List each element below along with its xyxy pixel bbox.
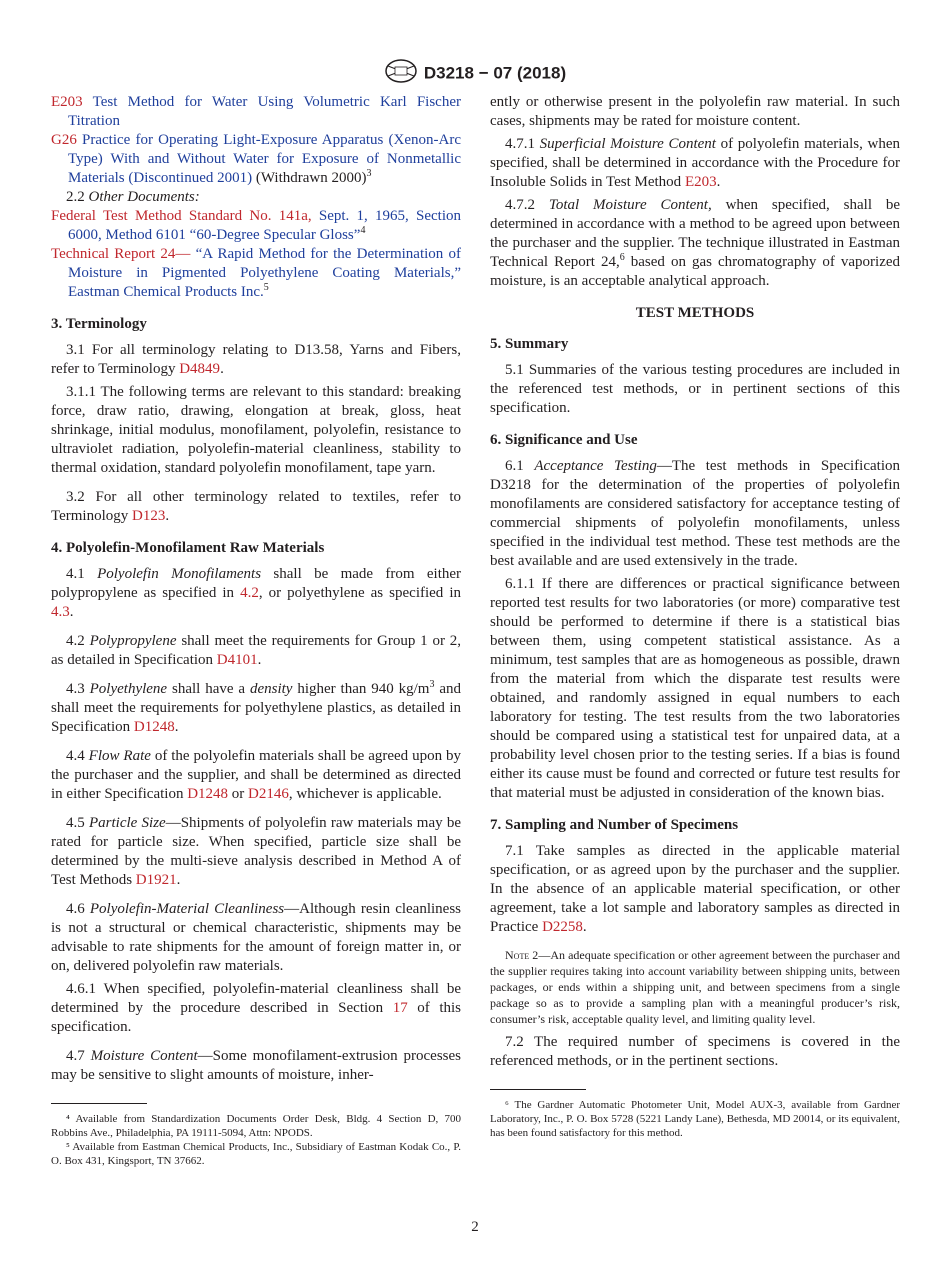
other-documents-heading <box>51 188 461 207</box>
paragraph-4-6-1: 4.6.1 When specified, polyolefin-material cleanliness shall be determined by the procedure described in Section 17 of this specification. <box>51 981 461 1035</box>
link-d2258[interactable]: D2258 <box>542 919 583 935</box>
section-6-heading: 6. Significance and Use <box>490 432 638 448</box>
link-d4849[interactable]: D4849 <box>179 361 221 377</box>
ref-title-e203[interactable]: Test Method for Water Using Volumetric Karl Fischer Titration <box>68 94 461 129</box>
test-methods-heading: TEST METHODS <box>635 305 755 321</box>
tech-report-title[interactable]: “A Rapid Method for the Determination of Moisture in Pigmented Polyethylene Coating Materials,” Eastman Chemical Products Inc. <box>68 246 462 300</box>
footnote-ref-3: 3 <box>366 168 372 179</box>
paragraph-4-4: 4.4 Flow Rate of the polyolefin materials shall be agreed upon by the purchaser and the supplier, and shall be determined as directed in either Specification D1248 or D2146, whichever is applicable. <box>51 748 461 802</box>
section-number: 2.2 <box>66 189 85 205</box>
footnote-ref-4: 4 <box>360 225 366 236</box>
paragraph-3-2: 3.2 For all other terminology related to textiles, refer to Terminology D123. <box>51 489 461 524</box>
footnote-4: ⁴ Available from Standardization Documents Order Desk, Bldg. 4 Section D, 700 Robbins Ave., Philadelphia, PA 19111-5094, Attn: NPODS. <box>51 1113 461 1139</box>
link-4-3[interactable]: 4.3 <box>51 604 70 620</box>
paragraph-6-1: 6.1 Acceptance Testing—The test methods in Specification D3218 for the determination of the properties of polyolefin monofilaments are considered satisfactory for acceptance testing of commercial shipments of polyolefin monofilaments, unless specified in the individual test method. These test methods are the best available and are used extensively in the trade. <box>490 458 900 569</box>
link-d1248-b[interactable]: D1248 <box>187 786 229 802</box>
section-7-heading: 7. Sampling and Number of Specimens <box>490 817 739 833</box>
footnote-divider <box>51 1103 147 1104</box>
fed-std-link[interactable]: Federal Test Method Standard No. 141a, <box>51 208 312 224</box>
paragraph-4-2: 4.2 Polypropylene shall meet the requirements for Group 1 or 2, as detailed in Specification D4101. <box>51 633 462 668</box>
link-section-17[interactable]: 17 <box>392 1000 408 1016</box>
document-code: D3218 − 07 (2018) <box>423 63 567 83</box>
fed-std-title[interactable]: Sept. 1, 1965, Section 6000, Method 6101 “60-Degree Specular Gloss” <box>68 208 461 243</box>
footnote-ref-5: 5 <box>263 282 269 293</box>
tech-report-link[interactable]: Technical Report 24— <box>51 246 191 262</box>
reference-e203 <box>51 93 461 131</box>
paragraph-4-5: 4.5 Particle Size—Shipments of polyolefin raw materials may be rated for particle size. When specified, particle size shall be determined by the multi-sieve analysis described in Method A of Test Methods D1921. <box>51 815 462 888</box>
paragraph-4-7-continued: ently or otherwise present in the polyolefin raw material. In such cases, shipments may be rated for moisture content. <box>490 94 900 129</box>
ref-title-g26[interactable]: Practice for Operating Light-Exposure Apparatus (Xenon-Arc Type) With and Without Water for Exposure of Nonmetallic Materials (Discontinued 2001) <box>68 132 462 186</box>
other-documents-label: Other Documents: <box>88 189 200 205</box>
ref-tail-g26: (Withdrawn 2000) <box>252 170 367 186</box>
reference-fed-std <box>51 207 461 245</box>
link-d123[interactable]: D123 <box>132 508 166 524</box>
paragraph-4-7-1: 4.7.1 Superficial Moisture Content of polyolefin materials, when specified, shall be determined in accordance with the Procedure for Insoluble Solids in Test Method E203. <box>490 136 900 190</box>
link-e203[interactable]: E203 <box>684 174 717 190</box>
astm-logo-icon <box>384 58 418 88</box>
footnote-ref-6: 6 <box>619 252 625 263</box>
left-column <box>51 93 461 1168</box>
link-4-2[interactable]: 4.2 <box>240 585 259 601</box>
section-4-heading: 4. Polyolefin-Monofilament Raw Materials <box>51 540 325 556</box>
paragraph-4-7: 4.7 Moisture Content—Some monofilament-extrusion processes may be sensitive to slight amounts of moisture, inher- <box>51 1048 461 1083</box>
page-number: 2 <box>471 1219 479 1235</box>
footnote-divider <box>490 1089 586 1090</box>
paragraph-7-2: 7.2 The required number of specimens is covered in the referenced methods, or in the pertinent sections. <box>490 1034 900 1069</box>
reference-tech-report <box>51 245 461 302</box>
paragraph-5-1: 5.1 Summaries of the various testing procedures are included in the referenced test methods, or in pertinent sections of this specification. <box>490 362 900 416</box>
right-column <box>490 93 900 1140</box>
footnote-5: ⁵ Available from Eastman Chemical Products, Inc., Subsidiary of Eastman Kodak Co., P. O. Box 431, Kingsport, TN 37662. <box>51 1141 461 1167</box>
link-d1921[interactable]: D1921 <box>135 872 177 888</box>
paragraph-4-6: 4.6 Polyolefin-Material Cleanliness—Although resin cleanliness is not a structural or chemical characteristic, shipments may be advisable to rate shipments for the amount of foreign matter in, or on, delivered polyolefin raw materials. <box>51 901 462 974</box>
paragraph-4-1: 4.1 Polyolefin Monofilaments shall be made from either polypropylene as specified in 4.2, or polyethylene as specified in 4.3. <box>51 566 462 620</box>
footnote-6: ⁶ The Gardner Automatic Photometer Unit, Model AUX-3, available from Gardner Laboratory, Inc., P. O. Box 5728 (5221 Landy Lane), Bethesda, MD 20014, or its equivalent, has been found satisfactory for this method. <box>490 1099 900 1139</box>
section-3-heading: 3. Terminology <box>51 316 147 332</box>
paragraph-7-1: 7.1 Take samples as directed in the applicable material specification, or as agreed upon by the purchaser and the supplier. In the absence of an applicable material specification, or other agreement, take a lot sample and laboratory samples as directed in Practice D2258. <box>490 843 900 935</box>
paragraph-3-1-1: 3.1.1 The following terms are relevant to this standard: breaking force, draw ratio, drawing, elongation at break, gloss, heat shrinkage, initial modulus, monofilament, polyolefin, resistance to ultraviolet radiation, polyolefin-material cleanliness, stability to thermal oxidation, standard polyolefin monofilament, tape yarn. <box>51 384 461 476</box>
paragraph-3-1: 3.1 For all terminology relating to D13.58, Yarns and Fibers, refer to Terminology D4849. <box>51 342 461 377</box>
reference-g26 <box>51 131 461 188</box>
paragraph-6-1-1: 6.1.1 If there are differences or practical significance between reported test results for two laboratories (or more) comparative test should be performed to determine if there is a statistical bias between them, using competent statistical assistance. As a minimum, test samples that are as homogeneous as possible, drawn from the material from which the disparate test results were obtained, and randomly assigned in equal numbers to each laboratory for testing. The test results from the two laboratories should be compared using a statistical test for unpaired data, at a probability level chosen prior to the testing series. If a bias is found either its cause must be found and corrected or future test results for that material must be adjusted in consideration of the known bias. <box>490 576 900 801</box>
link-d2146[interactable]: D2146 <box>248 786 289 802</box>
paragraph-4-3: 4.3 Polyethylene shall have a density higher than 940 $kg/m^3$ and shall meet the requirements for polyethylene plastics, as detailed in Specification D1248. <box>51 679 462 735</box>
ref-link-e203[interactable]: E203 <box>51 94 83 110</box>
page-header <box>0 58 950 88</box>
link-d1248[interactable]: D1248 <box>133 719 175 735</box>
link-d4101[interactable]: D4101 <box>216 652 258 668</box>
paragraph-4-7-2: 4.7.2 Total Moisture Content, when specified, shall be determined in accordance with a method to be agreed upon between the purchaser and the supplier. The technique illustrated in Eastman Technical Report 24,$^6$ based on gas chromatography of vaporized moisture, is an acceptable analytical approach. <box>490 197 901 289</box>
note-2: Note 2—An adequate specification or other agreement between the purchaser and the supplier requires taking into account variability between shipping units, between packages, or ends within a shipping unit, and between specimens from a single package so as to provide a sampling plan with a meaningful producer’s risk, consumer’s risk, acceptable quality level, and limiting quality level. <box>490 948 900 1026</box>
ref-link-g26[interactable]: G26 <box>51 132 77 148</box>
section-5-heading: 5. Summary <box>490 336 569 352</box>
